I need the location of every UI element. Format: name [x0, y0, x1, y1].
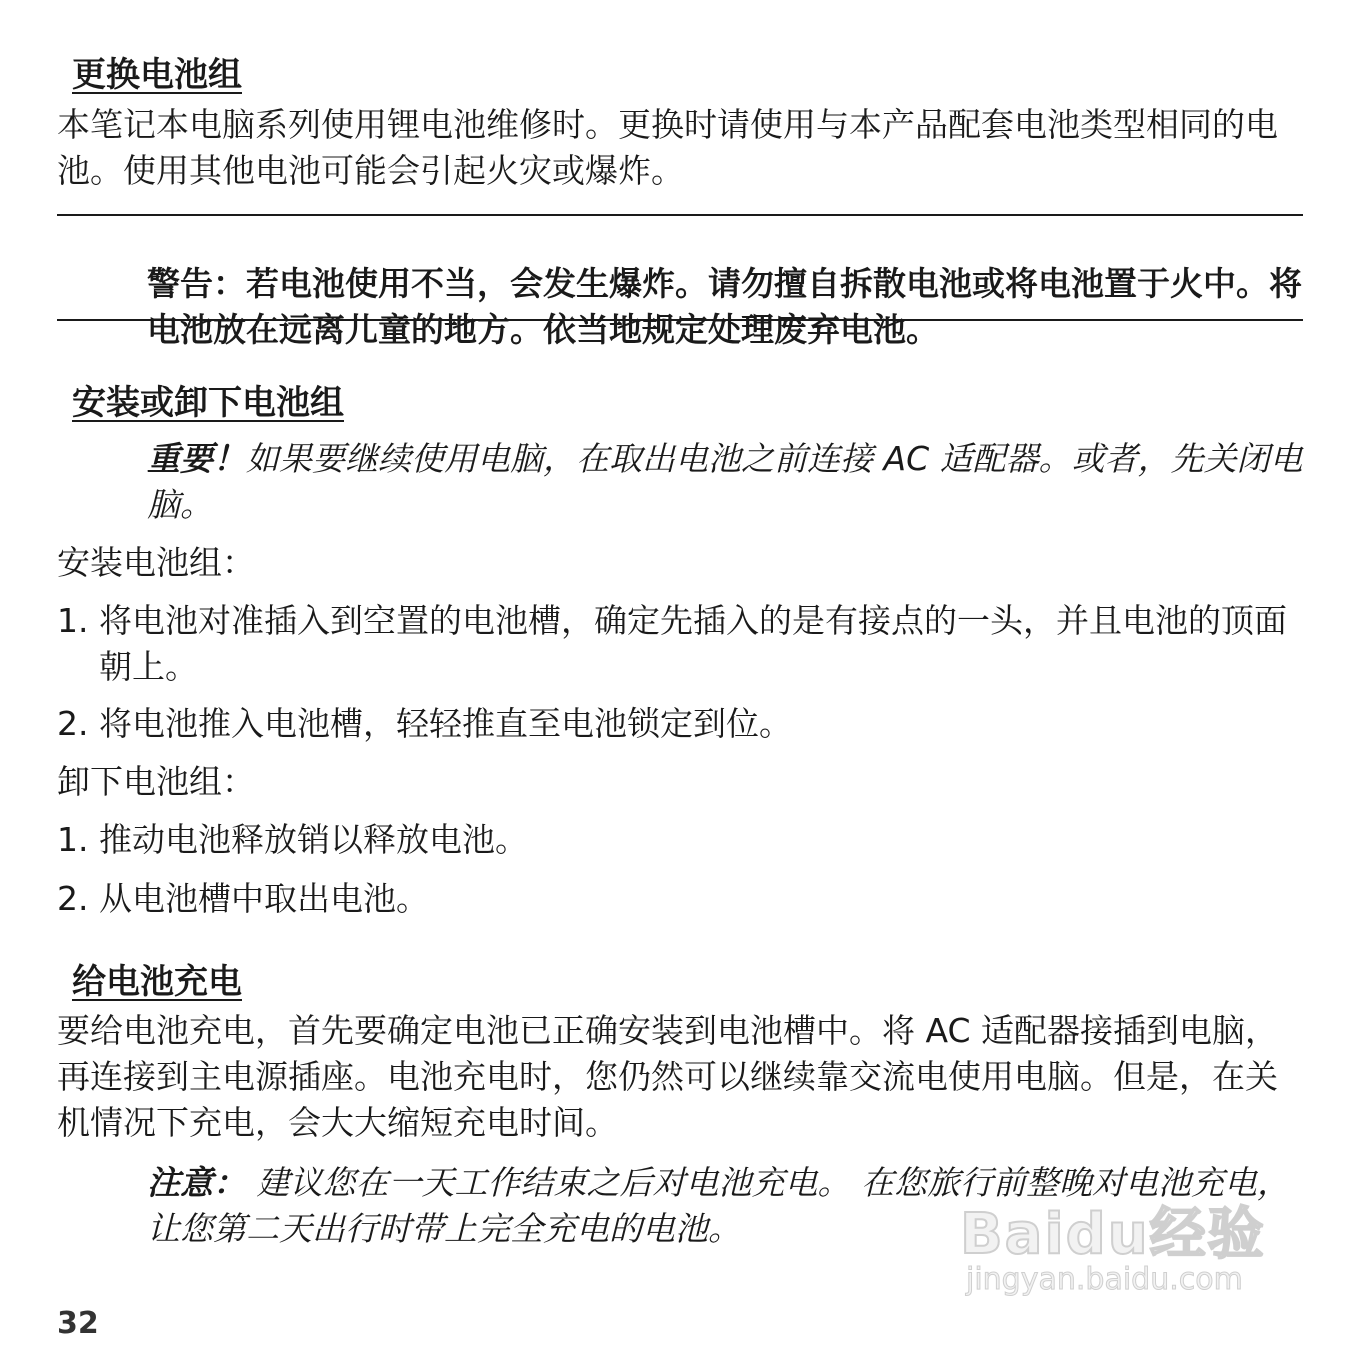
- important-note: [147, 436, 1303, 528]
- section-heading-replace-battery: 更换电池组: [72, 55, 242, 95]
- warning-box: [57, 214, 1303, 349]
- important-label: 重要！: [147, 439, 246, 478]
- step-text: 从电池槽中取出电池。: [99, 879, 429, 918]
- step-text: 将电池对准插入到空置的电池槽，确定先插入的是有接点的一头，并且电池的顶面朝上。: [99, 601, 1287, 686]
- step-number: 1.: [57, 820, 89, 859]
- charge-note: [147, 1160, 1303, 1252]
- install-label: 安装电池组：: [57, 543, 255, 582]
- step-text: 将电池推入电池槽，轻轻推直至电池锁定到位。: [99, 704, 792, 743]
- step-number: 2.: [57, 879, 89, 918]
- note-label: 注意：: [147, 1163, 246, 1202]
- watermark-logo: Baidu经验: [960, 1202, 1266, 1267]
- warning-text: 警告：若电池使用不当，会发生爆炸。请勿擅自拆散电池或将电池置于火中。将电池放在远离儿童的地方。依当地规定处理废弃电池。: [147, 264, 1302, 349]
- remove-label: 卸下电池组：: [57, 762, 255, 801]
- install-step-1: [57, 598, 1303, 690]
- charge-battery-paragraph: 要给电池充电，首先要确定电池已正确安装到电池槽中。将 AC 适配器接插到电脑，再连接到主电源插座。电池充电时，您仍然可以继续靠交流电使用电脑。但是，在关机情况下充电，会大大缩短充电时间。: [57, 1011, 1279, 1142]
- replace-battery-paragraph: 本笔记本电脑系列使用锂电池维修时。更换时请使用与本产品配套电池类型相同的电池。使用其他电池可能会引起火灾或爆炸。: [57, 105, 1278, 190]
- remove-step-2: [57, 876, 1303, 922]
- note-text: 建议您在一天工作结束之后对电池充电。 在您旅行前整晚对电池充电，让您第二天出行时带上完全充电的电池。: [147, 1163, 1290, 1248]
- section-heading-charge-battery: 给电池充电: [72, 962, 242, 1002]
- page-number: 32: [57, 1306, 99, 1341]
- important-text: 如果要继续使用电脑，在取出电池之前连接 AC 适配器。或者，先关闭电脑。: [147, 439, 1303, 524]
- step-number: 1.: [57, 601, 89, 640]
- watermark-url: jingyan.baidu.com: [966, 1262, 1243, 1297]
- install-step-2: [57, 701, 1303, 747]
- step-text: 推动电池释放销以释放电池。: [99, 820, 528, 859]
- remove-step-1: [57, 817, 1303, 863]
- section-heading-install-remove: 安装或卸下电池组: [72, 383, 344, 423]
- step-number: 2.: [57, 704, 89, 743]
